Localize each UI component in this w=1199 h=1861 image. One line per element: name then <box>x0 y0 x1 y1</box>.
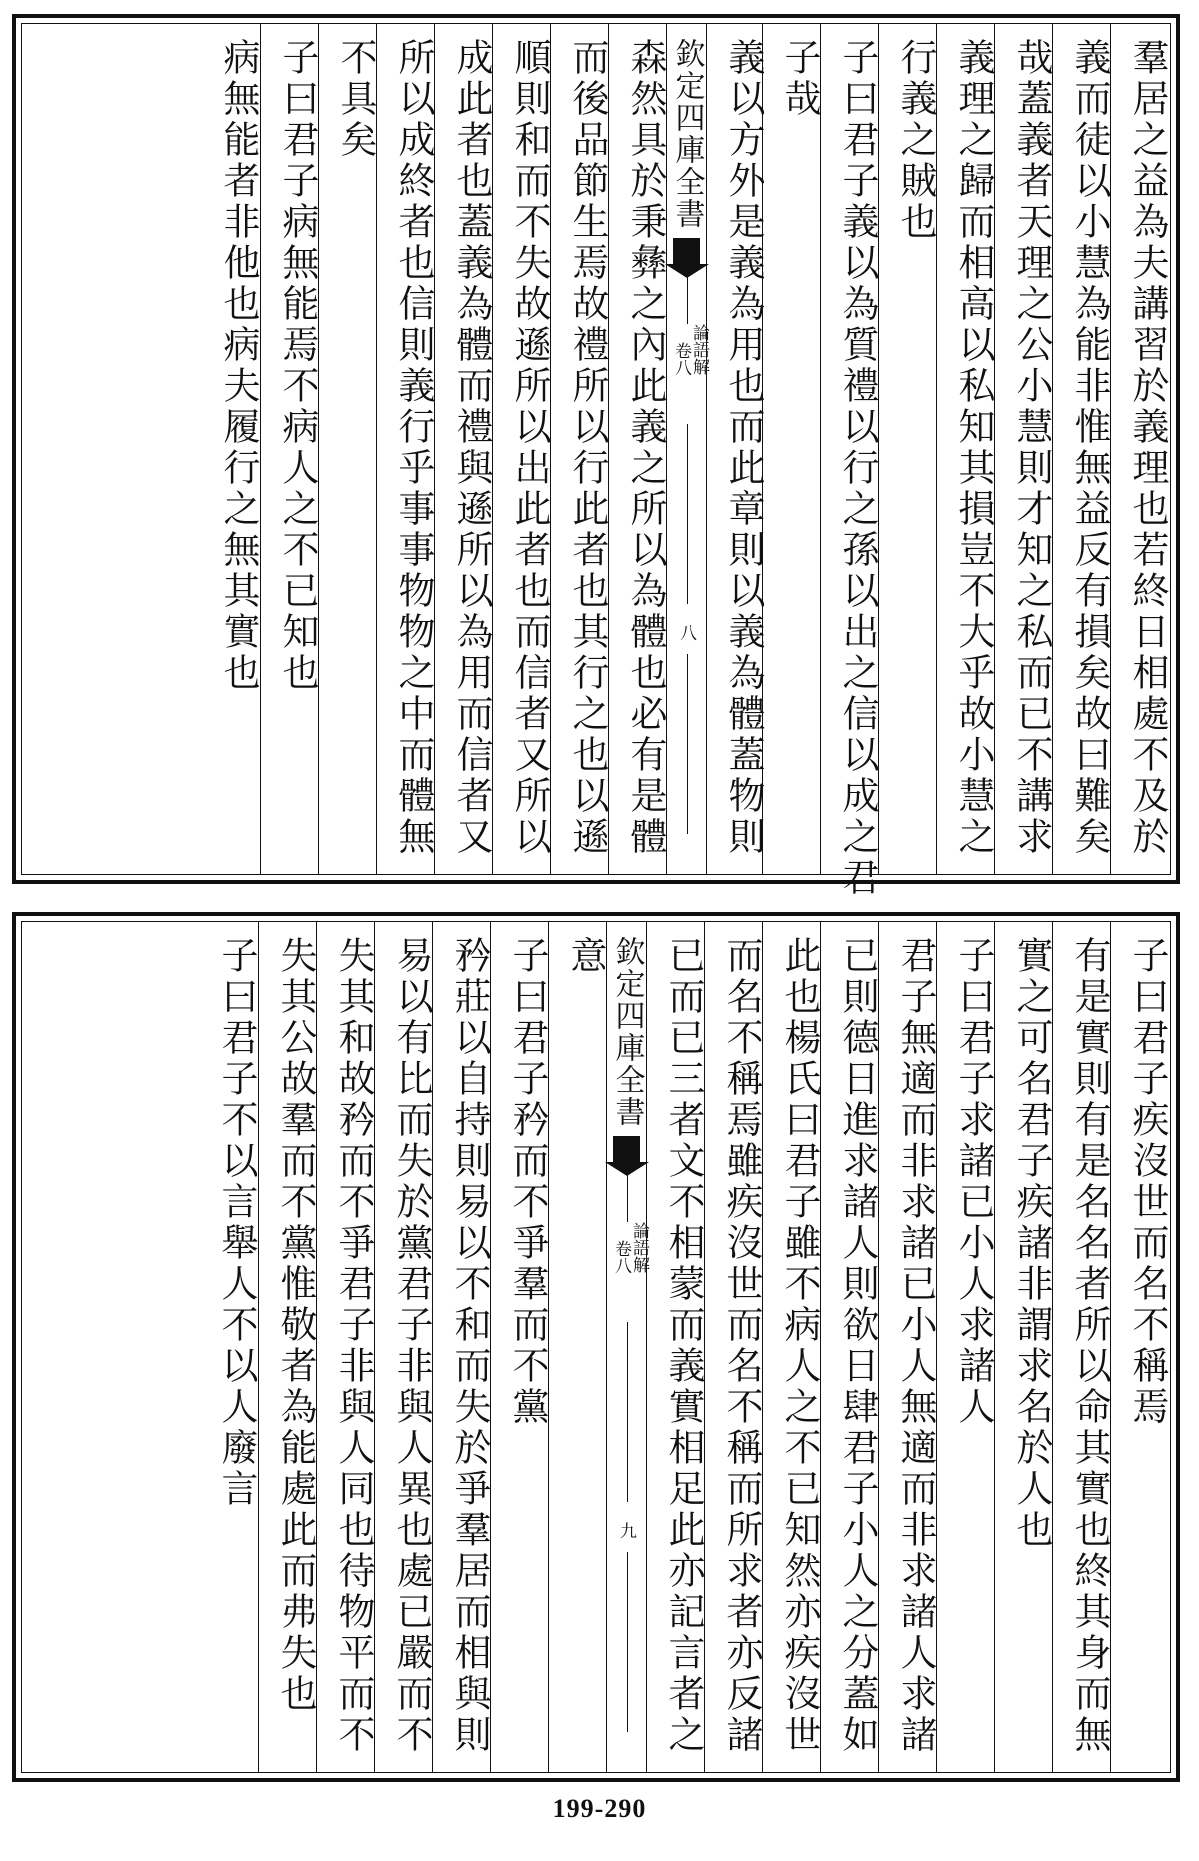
column-text: 而後品節生焉故禮所以行此者也其行之也以遜 <box>566 38 609 858</box>
column-text: 順則和而不失故遜所以出此者也而信者又所以 <box>508 38 551 858</box>
margin-rule <box>687 424 688 604</box>
folio-number: 八 <box>676 624 696 641</box>
margin-rule <box>627 1172 628 1222</box>
column-text: 此也楊氏曰君子雖不病人之不已知然亦疾沒世 <box>778 936 821 1756</box>
column-text: 所以成終者也信則義行乎事事物物之中而體無 <box>392 38 435 858</box>
column-text: 失其公故羣而不黨惟敬者為能處此而弗失也 <box>274 936 317 1715</box>
margin-book-title: 論語解 <box>689 324 709 375</box>
column-text: 病無能者非他也病夫履行之無其實也 <box>217 38 260 694</box>
column-text: 失其和故矜而不爭君子非與人同也待物平而不 <box>332 936 375 1756</box>
column-text: 已則德日進求諸人則欲日肆君子小人之分蓋如 <box>836 936 879 1756</box>
text-column <box>646 922 704 1772</box>
column-text: 子曰君子求諸已小人求諸人 <box>952 936 995 1428</box>
column-text: 森然具於秉彝之內此義之所以為體也必有是體 <box>624 38 667 858</box>
fish-tail-mark <box>613 1136 640 1162</box>
column-text: 子曰君子疾沒世而名不稱焉 <box>1126 936 1169 1428</box>
margin-volume: 卷八 <box>611 1240 631 1274</box>
margin-rule <box>687 654 688 834</box>
fish-tail-mark <box>673 238 700 264</box>
column-text: 易以有比而失於黨君子非與人異也處已嚴而不 <box>390 936 433 1756</box>
column-text: 不具矣 <box>334 38 377 161</box>
page-number-label: 199-290 <box>552 1794 647 1823</box>
text-column <box>202 24 260 874</box>
margin-title: 欽定四庫全書 <box>669 38 705 230</box>
column-text: 義以方外是義為用也而此章則以義為體蓋物則 <box>722 38 765 858</box>
margin-book-title: 論語解 <box>629 1222 649 1273</box>
margin-title: 欽定四庫全書 <box>609 936 645 1128</box>
column-text: 而名不稱焉雖疾沒世而名不稱而所求者亦反諸 <box>720 936 763 1756</box>
column-text: 義理之歸而相高以私知其損豈不大乎故小慧之 <box>952 38 995 858</box>
column-text: 羣居之益為夫講習於義理也若終日相處不及於 <box>1126 38 1169 858</box>
top-page-frame <box>21 23 1171 899</box>
column-text: 君子無適而非求諸已小人無適而非求諸人求諸 <box>894 936 937 1756</box>
column-text: 行義之賊也 <box>894 38 937 243</box>
bottom-page-panel <box>12 912 1180 1782</box>
bottom-page-frame <box>21 921 1171 1773</box>
folio-number: 九 <box>616 1522 636 1539</box>
folio-margin-column <box>606 922 649 1772</box>
margin-rule <box>627 1552 628 1732</box>
column-text: 矜莊以自持則易以不和而失於爭羣居而相與則 <box>448 936 491 1756</box>
margin-rule <box>627 1322 628 1502</box>
text-column <box>200 922 258 1772</box>
column-text: 實之可名君子疾諸非謂求名於人也 <box>1010 936 1053 1551</box>
text-column <box>820 24 879 899</box>
column-text: 義而徒以小慧為能非惟無益反有損矣故曰難矣 <box>1068 38 1111 858</box>
top-page-panel <box>12 14 1180 899</box>
text-column <box>706 24 765 874</box>
column-text: 子曰君子病無能焉不病人之不已知也 <box>276 38 319 694</box>
column-text: 子曰君子不以言舉人不以人廢言 <box>215 936 258 1510</box>
column-text: 成此者也蓋義為體而禮與遜所以為用而信者又 <box>450 38 493 858</box>
column-text: 子哉 <box>778 38 821 120</box>
column-text: 意 <box>564 936 607 977</box>
column-text: 有是實則有是名名者所以命其實也終其身而無 <box>1068 936 1111 1756</box>
column-text: 哉蓋義者天理之公小慧則才知之私而已不講求 <box>1010 38 1053 858</box>
margin-rule <box>687 274 688 324</box>
margin-volume: 卷八 <box>671 342 691 376</box>
column-text: 子曰君子矜而不爭羣而不黨 <box>506 936 549 1428</box>
column-text: 已而已三者文不相蒙而義實相足此亦記言者之 <box>662 936 705 1756</box>
column-text: 子曰君子義以為質禮以行之孫以出之信以成之君 <box>836 38 879 899</box>
